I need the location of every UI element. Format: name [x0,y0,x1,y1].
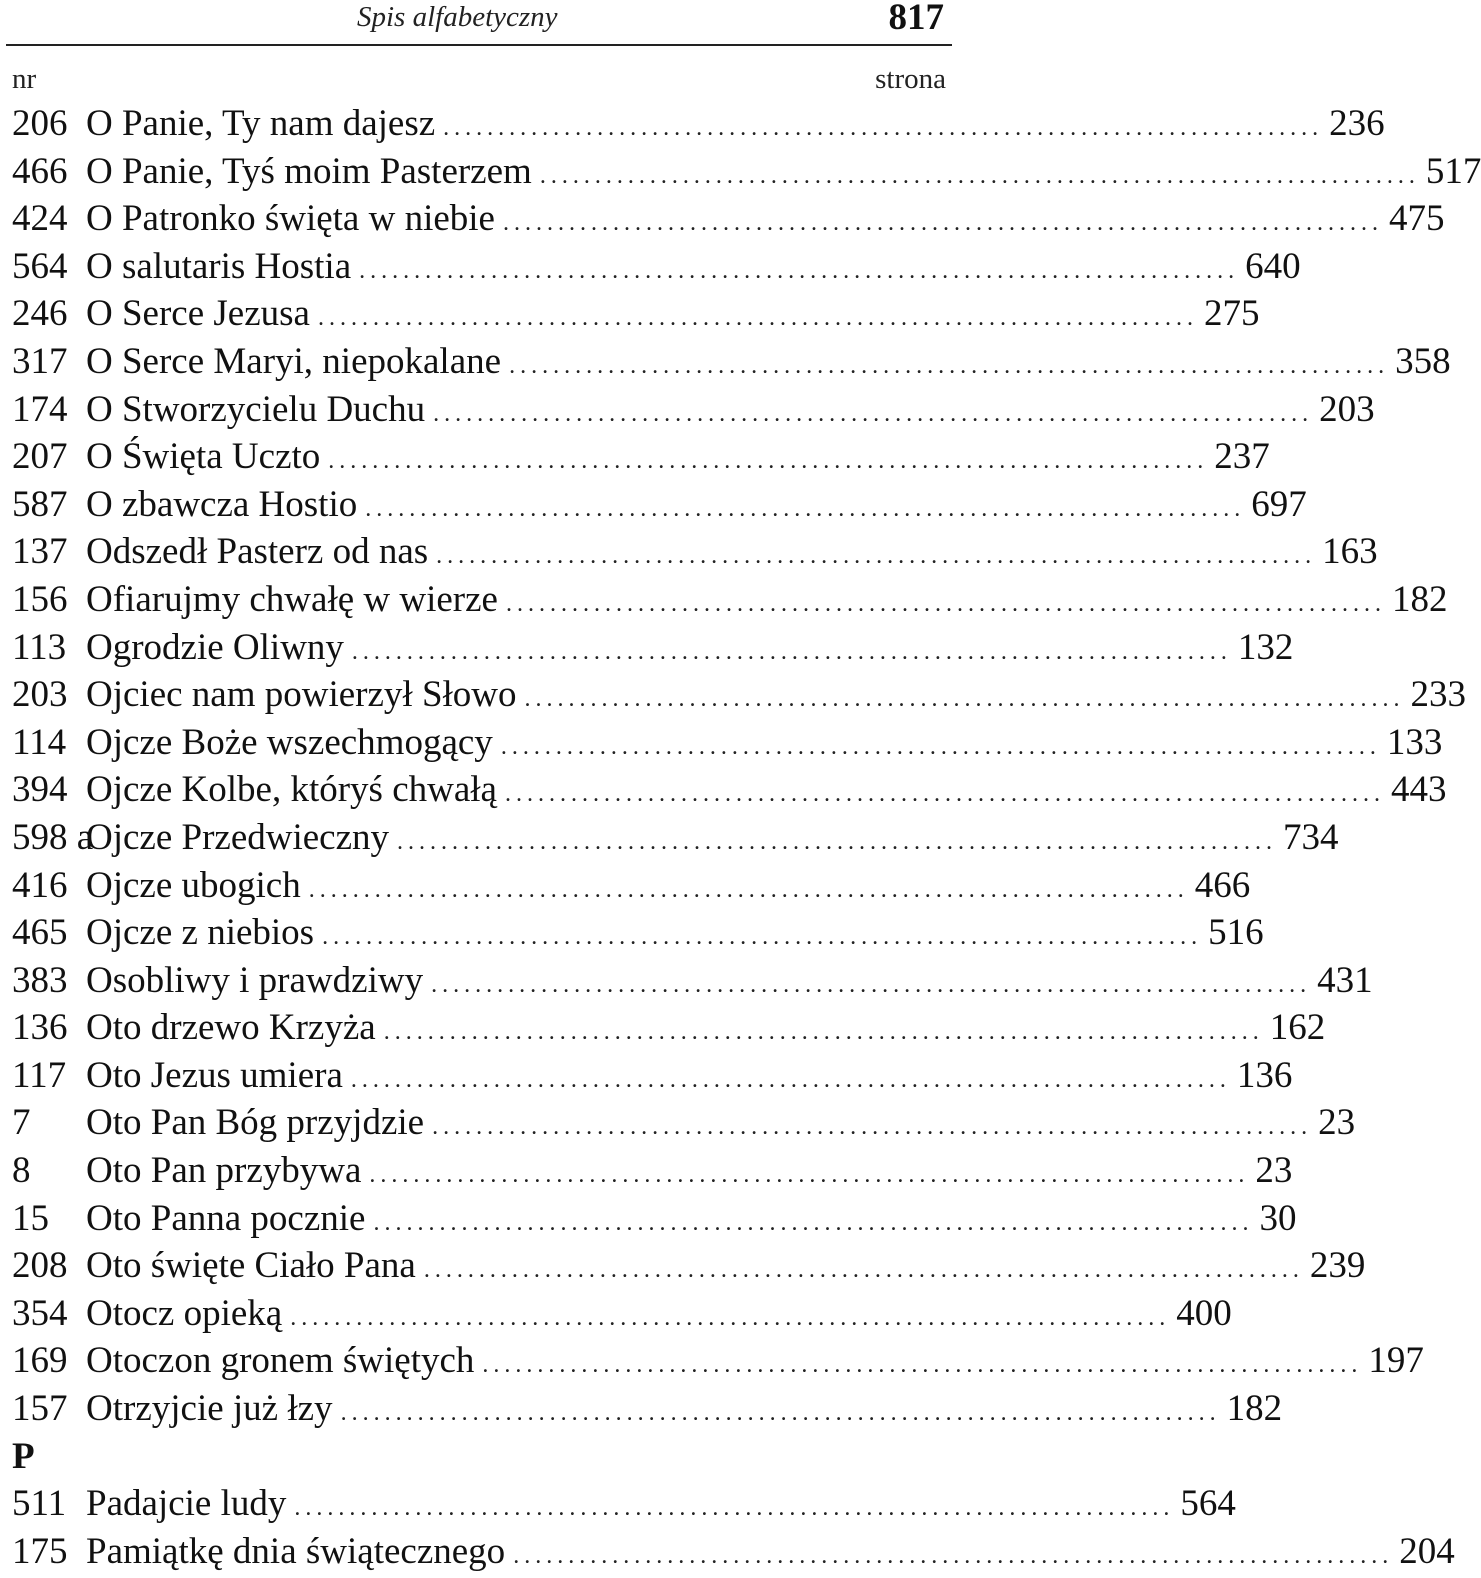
entry-title: Pamiątkę dnia świątecznego [86,1530,506,1572]
dot-leader: ................................................................................ [350,1066,1231,1093]
entry-title: Oto drzewo Krzyża [86,1007,376,1049]
entry-title: O salutaris Hostia [86,245,352,287]
dot-leader: ................................................................................ [397,828,1278,855]
entry-number: 394 [12,769,68,811]
dot-leader: ................................................................................ [340,1400,1221,1427]
entry-title: Ofiarujmy chwałę w wierze [86,578,498,620]
entry-page: 136 [1236,1054,1293,1096]
index-entry [12,578,1448,626]
column-header-strona: strona [875,63,946,95]
entry-number: 15 [12,1197,49,1239]
dot-leader: ................................................................................ [423,1257,1304,1284]
index-entry [12,1292,1232,1340]
entry-page: 233 [1410,674,1467,716]
dot-leader: ................................................................................ [504,781,1385,808]
dot-leader: ................................................................................ [524,686,1405,713]
entry-title: Ojcze Przedwieczny [86,816,390,858]
section-letter: P [12,1435,35,1477]
entry-title: Oto Pan Bóg przyjdzie [86,1102,425,1144]
index-entry [12,911,1264,959]
entry-page: 239 [1309,1245,1366,1287]
entry-number: 246 [12,293,68,335]
entry-title: O Panie, Ty nam dajesz [86,103,436,144]
entry-number: 136 [12,1007,68,1049]
entry-page: 23 [1318,1102,1356,1144]
page-number: 817 [888,0,944,38]
index-entry [12,1149,1293,1197]
index-entry [12,1339,1424,1387]
column-header-nr: nr [12,63,37,95]
index-entry [12,1387,1283,1435]
entry-title: O Panie, Tyś moim Pasterzem [86,150,532,192]
entry-page: 516 [1208,912,1264,954]
dot-leader: ................................................................................ [322,924,1203,951]
entry-number: 114 [12,721,67,763]
index-entry [12,768,1447,816]
entry-page: 400 [1176,1292,1232,1334]
index-entry [12,721,1443,769]
entry-title: Oto święte Ciało Pana [86,1245,416,1287]
entry-number: 416 [12,864,68,906]
entry-page: 358 [1395,340,1451,382]
dot-leader: ................................................................................ [383,1019,1264,1046]
entry-title: Ojcze Boże wszechmogący [86,721,493,763]
dot-leader: ................................................................................ [482,1352,1363,1379]
index-entry [12,1054,1293,1102]
entry-number: 564 [12,245,68,287]
entry-title: O Święta Uczto [86,436,321,478]
entry-page: 431 [1317,959,1373,1001]
dot-leader: ................................................................................ [513,1542,1394,1569]
entry-title: Ojcze Kolbe, któryś chwałą [86,769,497,811]
index-entry [12,388,1375,436]
entry-number: 317 [12,340,68,382]
entry-page: 275 [1203,293,1260,335]
entry-page: 734 [1283,816,1339,858]
index-entry [12,1482,1236,1530]
entry-title: Otocz opieką [86,1292,283,1334]
dot-leader: ................................................................................ [432,1114,1313,1141]
dot-leader: ................................................................................ [500,733,1381,760]
dot-leader: ................................................................................ [539,162,1420,189]
dot-leader: ................................................................................ [294,1495,1175,1522]
entry-number: 169 [12,1340,68,1382]
entry-title: O Patronko święta w niebie [86,198,495,240]
entry-page: 23 [1255,1150,1293,1192]
entry-number: 113 [12,626,67,668]
entry-number: 354 [12,1292,68,1334]
dot-leader: ................................................................................ [317,305,1198,332]
entry-page: 182 [1391,578,1448,620]
dot-leader: ................................................................................ [502,210,1383,237]
entry-number: 7 [12,1102,31,1144]
entry-title: Ojciec nam powierzył Słowo [86,674,517,716]
dot-leader: ................................................................................ [290,1304,1171,1331]
entry-number: 466 [12,150,68,192]
index-entry [12,150,1481,198]
entry-number: 383 [12,959,68,1001]
dot-leader: ................................................................................ [431,971,1312,998]
index-entry [12,673,1467,721]
entry-page: 163 [1322,531,1378,573]
entry-number: 157 [12,1388,68,1430]
entry-title: O zbawcza Hostio [86,483,358,525]
dot-leader: ................................................................................ [328,448,1209,475]
index-entry [12,340,1451,388]
index-entry [12,816,1339,864]
running-title: Spis alfabetyczny [357,1,558,33]
dot-leader: ................................................................................ [509,352,1390,379]
dot-leader: ................................................................................ [369,1162,1250,1189]
entry-title: Odszedł Pasterz od nas [86,531,429,573]
entry-title: Oto Jezus umiera [86,1054,343,1096]
entry-page: 517 [1425,150,1481,192]
entry-title: Ojcze z niebios [86,912,315,954]
entry-page: 564 [1180,1483,1236,1525]
entry-page: 132 [1237,626,1294,668]
entry-number: 137 [12,531,68,573]
index-entry [12,245,1301,293]
entry-page: 443 [1390,769,1447,811]
entry-page: 466 [1194,864,1251,906]
entry-number: 8 [12,1150,31,1192]
entry-number: 203 [12,674,68,716]
entry-title: Ojcze ubogich [86,864,301,906]
entry-title: Otoczon gronem świętych [86,1340,475,1382]
entry-page: 236 [1329,103,1385,144]
entry-title: Ogrodzie Oliwny [86,626,344,668]
entry-page: 697 [1251,483,1307,525]
index-entry [12,292,1260,340]
dot-leader: ................................................................................ [308,876,1189,903]
entry-number: 598 a [12,816,94,858]
entry-page: 640 [1245,245,1301,287]
index-entry [12,1244,1366,1292]
index-entry [12,864,1251,912]
index-entry [12,1101,1356,1149]
dot-leader: ................................................................................ [505,590,1386,617]
entry-number: 206 [12,103,68,144]
index-entry [12,102,1385,150]
alphabetical-index [12,102,1481,1577]
entry-number: 424 [12,198,68,240]
page-header [0,0,960,44]
entry-number: 587 [12,483,68,525]
entry-title: Oto Panna pocznie [86,1197,366,1239]
index-entry [12,435,1270,483]
entry-title: O Stworzycielu Duchu [86,388,426,430]
entry-page: 182 [1226,1388,1283,1430]
entry-page: 475 [1388,198,1445,240]
entry-title: Oto Pan przybywa [86,1150,362,1192]
entry-number: 207 [12,436,68,478]
index-entry [12,483,1307,531]
entry-title: Otrzyjcie już łzy [86,1388,333,1430]
entry-number: 156 [12,578,68,620]
dot-leader: ................................................................................ [359,257,1240,284]
index-entry [12,197,1445,245]
entry-page: 162 [1269,1007,1326,1049]
header-rule [6,44,952,46]
entry-title: Padajcie ludy [86,1483,287,1525]
entry-number: 465 [12,912,68,954]
entry-title: Osobliwy i prawdziwy [86,959,424,1001]
index-entry [12,1006,1326,1054]
index-entry [12,626,1294,674]
entry-title: O Serce Maryi, niepokalane [86,340,502,382]
entry-page: 204 [1399,1530,1455,1572]
index-entry [12,1197,1297,1245]
index-entry [12,1530,1455,1578]
dot-leader: ................................................................................ [365,495,1246,522]
entry-number: 208 [12,1245,68,1287]
entry-page: 197 [1368,1340,1424,1382]
entry-number: 174 [12,388,68,430]
entry-number: 175 [12,1530,68,1572]
index-entry [12,959,1373,1007]
entry-page: 237 [1214,436,1270,478]
dot-leader: ................................................................................ [351,638,1232,665]
entry-page: 133 [1386,721,1443,763]
entry-number: 511 [12,1483,67,1525]
entry-number: 117 [12,1054,67,1096]
entry-title: O Serce Jezusa [86,293,310,335]
dot-leader: ................................................................................ [433,400,1314,427]
entry-page: 30 [1259,1197,1297,1239]
dot-leader: ................................................................................ [443,115,1324,141]
dot-leader: ................................................................................ [373,1209,1254,1236]
dot-leader: ................................................................................ [436,543,1317,570]
index-entry [12,530,1378,578]
entry-page: 203 [1319,388,1375,430]
